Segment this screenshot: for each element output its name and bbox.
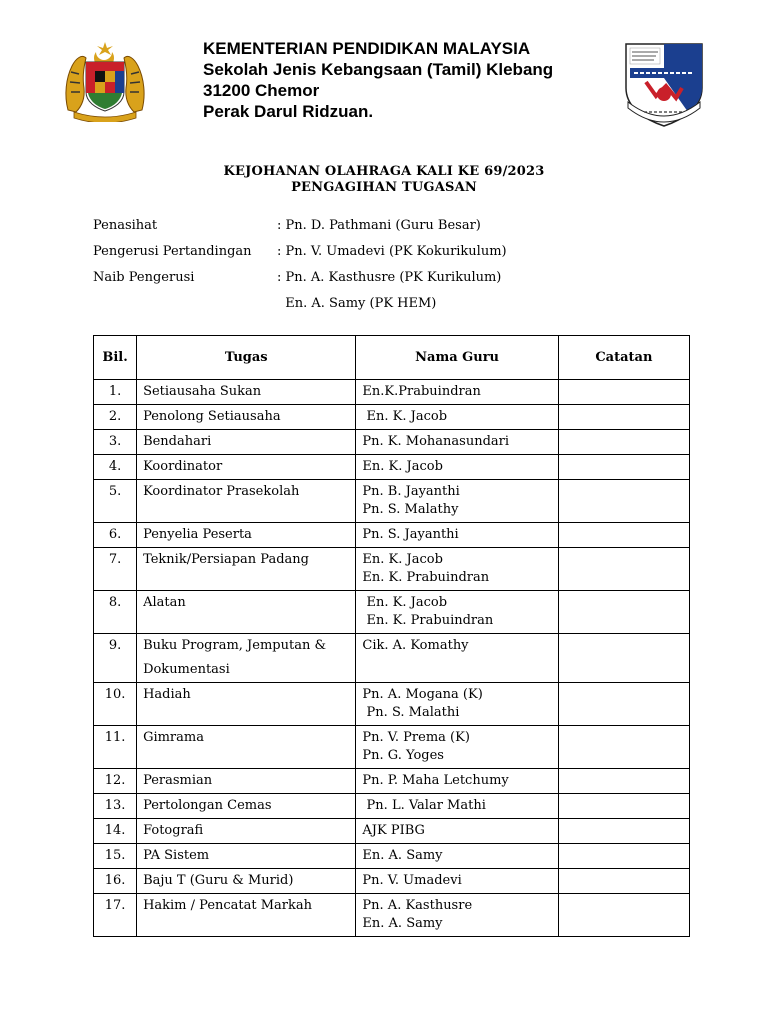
table-row (94, 455, 690, 480)
cell-bil: 12. (94, 769, 137, 794)
school-postcode: 31200 Chemor (203, 81, 320, 100)
table-row (94, 819, 690, 844)
table-row (94, 794, 690, 819)
cell-nama-guru (356, 430, 558, 455)
guru-name: Pn. B. Jayanthi (362, 484, 460, 499)
cell-nama-guru (356, 819, 558, 844)
cell-tugas (137, 794, 356, 819)
committee-member: : Pn. V. Umadevi (PK Kokurikulum) (277, 244, 507, 259)
ministry-name: KEMENTERIAN PENDIDIKAN MALAYSIA (203, 39, 531, 58)
cell-bil: 5. (94, 480, 137, 523)
committee-role: Pengerusi Pertandingan (93, 244, 252, 259)
document-title: KEJOHANAN OLAHRAGA KALI KE 69/2023 (223, 164, 545, 179)
tugas-text: Penolong Setiausaha (143, 409, 281, 424)
cell-catatan (558, 869, 689, 894)
cell-nama-guru (356, 869, 558, 894)
document-subtitle: PENGAGIHAN TUGASAN (291, 180, 477, 195)
table-row (94, 634, 690, 683)
guru-name: En. K. Jacob (362, 552, 443, 567)
cell-catatan (558, 548, 689, 591)
table-row (94, 591, 690, 634)
cell-catatan (558, 683, 689, 726)
cell-nama-guru (356, 480, 558, 523)
cell-bil: 1. (94, 380, 137, 405)
tugas-text: Koordinator (143, 459, 223, 474)
cell-bil: 2. (94, 405, 137, 430)
cell-nama-guru (356, 380, 558, 405)
table-row (94, 430, 690, 455)
tugas-text: Baju T (Guru & Murid) (143, 873, 294, 888)
guru-name: Pn. L. Valar Mathi (362, 798, 486, 813)
cell-catatan (558, 819, 689, 844)
guru-name: Pn. V. Prema (K) (362, 730, 470, 745)
cell-nama-guru (356, 794, 558, 819)
guru-name: En. K. Prabuindran (362, 613, 494, 628)
cell-bil: 4. (94, 455, 137, 480)
guru-name: Pn. P. Maha Letchumy (362, 773, 509, 788)
cell-catatan (558, 455, 689, 480)
cell-tugas (137, 726, 356, 769)
tugas-text: Buku Program, Jemputan & (143, 638, 327, 653)
tugas-text: Alatan (143, 595, 186, 610)
duty-table (93, 335, 690, 937)
malaysia-coat-of-arms-icon (62, 40, 148, 122)
cell-catatan (558, 769, 689, 794)
guru-name: AJK PIBG (362, 823, 425, 838)
cell-nama-guru (356, 523, 558, 548)
table-row (94, 869, 690, 894)
guru-name: Pn. V. Umadevi (362, 873, 462, 888)
cell-nama-guru (356, 726, 558, 769)
cell-tugas (137, 548, 356, 591)
cell-bil: 17. (94, 894, 137, 937)
cell-nama-guru (356, 844, 558, 869)
table-row (94, 894, 690, 937)
header-tugas: Tugas (137, 336, 356, 380)
guru-name: En.K.Prabuindran (362, 384, 481, 399)
cell-nama-guru (356, 455, 558, 480)
cell-tugas (137, 869, 356, 894)
cell-tugas (137, 455, 356, 480)
table-row (94, 726, 690, 769)
cell-catatan (558, 894, 689, 937)
header-nama-guru: Nama Guru (356, 336, 558, 380)
guru-name: Pn. S. Malathy (362, 502, 459, 517)
cell-tugas (137, 844, 356, 869)
tugas-text: Perasmian (143, 773, 213, 788)
cell-nama-guru (356, 683, 558, 726)
header-catatan: Catatan (558, 336, 689, 380)
cell-bil: 11. (94, 726, 137, 769)
cell-nama-guru (356, 548, 558, 591)
tugas-text: Teknik/Persiapan Padang (143, 552, 309, 567)
tugas-text: Koordinator Prasekolah (143, 484, 300, 499)
cell-tugas (137, 683, 356, 726)
table-header-row (94, 336, 690, 380)
letterhead (0, 0, 768, 140)
tugas-text: Dokumentasi (143, 662, 230, 677)
tugas-text: Fotografi (143, 823, 204, 838)
guru-name: Pn. G. Yoges (362, 748, 444, 763)
guru-name: Pn. S. Jayanthi (362, 527, 459, 542)
cell-tugas (137, 591, 356, 634)
cell-catatan (558, 844, 689, 869)
cell-tugas (137, 894, 356, 937)
cell-tugas (137, 405, 356, 430)
cell-catatan (558, 523, 689, 548)
cell-tugas (137, 634, 356, 683)
table-row (94, 405, 690, 430)
cell-tugas (137, 480, 356, 523)
cell-tugas (137, 819, 356, 844)
cell-tugas (137, 380, 356, 405)
cell-bil: 10. (94, 683, 137, 726)
committee-member: : Pn. A. Kasthusre (PK Kurikulum) (277, 270, 502, 285)
tugas-text: Penyelia Peserta (143, 527, 252, 542)
guru-name: En. K. Jacob (362, 459, 443, 474)
cell-catatan (558, 634, 689, 683)
school-name: Sekolah Jenis Kebangsaan (Tamil) Klebang (203, 60, 554, 79)
table-row (94, 844, 690, 869)
cell-bil: 16. (94, 869, 137, 894)
cell-nama-guru (356, 591, 558, 634)
cell-catatan (558, 794, 689, 819)
guru-name: Pn. K. Mohanasundari (362, 434, 510, 449)
table-row (94, 683, 690, 726)
cell-nama-guru (356, 894, 558, 937)
table-row (94, 380, 690, 405)
guru-name: En. K. Jacob (362, 409, 448, 424)
guru-name: En. K. Prabuindran (362, 570, 490, 585)
guru-name: Cik. A. Komathy (362, 638, 469, 653)
cell-tugas (137, 523, 356, 548)
cell-catatan (558, 480, 689, 523)
guru-name: En. A. Samy (362, 916, 443, 931)
guru-name: En. K. Jacob (362, 595, 448, 610)
guru-name: Pn. A. Mogana (K) (362, 687, 483, 702)
cell-bil: 7. (94, 548, 137, 591)
cell-catatan (558, 591, 689, 634)
cell-catatan (558, 380, 689, 405)
cell-bil: 9. (94, 634, 137, 683)
table-body (94, 380, 690, 937)
tugas-text: PA Sistem (143, 848, 210, 863)
cell-bil: 14. (94, 819, 137, 844)
tugas-text: Bendahari (143, 434, 212, 449)
committee-member: : Pn. D. Pathmani (Guru Besar) (277, 218, 481, 233)
cell-bil: 8. (94, 591, 137, 634)
guru-name: Pn. S. Malathi (362, 705, 460, 720)
cell-bil: 13. (94, 794, 137, 819)
tugas-text: Setiausaha Sukan (143, 384, 262, 399)
table-row (94, 769, 690, 794)
cell-bil: 3. (94, 430, 137, 455)
school-badge-icon (620, 38, 708, 128)
committee-role: Naib Pengerusi (93, 270, 195, 285)
header-bil: Bil. (94, 336, 137, 380)
cell-nama-guru (356, 769, 558, 794)
cell-bil: 15. (94, 844, 137, 869)
cell-catatan (558, 726, 689, 769)
school-state: Perak Darul Ridzuan. (203, 102, 374, 121)
cell-catatan (558, 405, 689, 430)
table-row (94, 548, 690, 591)
guru-name: Pn. A. Kasthusre (362, 898, 473, 913)
cell-tugas (137, 769, 356, 794)
table-row (94, 523, 690, 548)
committee-role: Penasihat (93, 218, 158, 233)
cell-bil: 6. (94, 523, 137, 548)
cell-nama-guru (356, 405, 558, 430)
tugas-text: Gimrama (143, 730, 204, 745)
tugas-text: Hakim / Pencatat Markah (143, 898, 313, 913)
committee-member: En. A. Samy (PK HEM) (277, 296, 437, 311)
tugas-text: Pertolongan Cemas (143, 798, 272, 813)
guru-name: En. A. Samy (362, 848, 443, 863)
school-address-block (203, 38, 553, 122)
tugas-text: Hadiah (143, 687, 191, 702)
table-row (94, 480, 690, 523)
cell-tugas (137, 430, 356, 455)
cell-catatan (558, 430, 689, 455)
cell-nama-guru (356, 634, 558, 683)
